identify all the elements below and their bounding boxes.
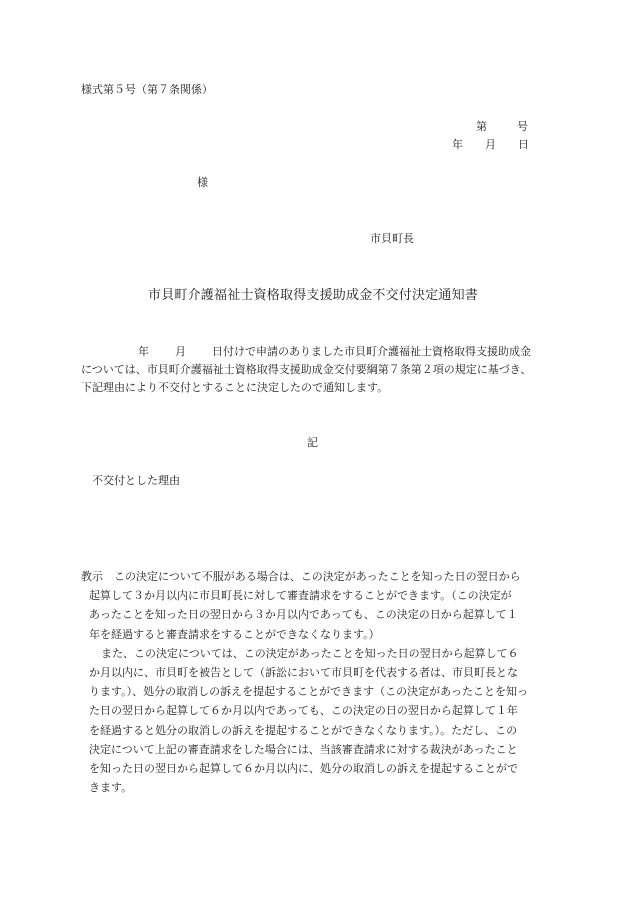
document-number [476, 121, 528, 132]
notice-line: ります。）、処分の取消しの訴えを提起することができます（この決定があったことを知っ [89, 685, 529, 699]
body-line-2: については、市貝町介護福祉士資格取得支援助成金交付要綱第７条第２項の規定に基づき、 [81, 363, 532, 376]
body-year: 年 [138, 345, 149, 358]
notice-lead: 教示 [81, 570, 103, 583]
notice-line: あったことを知った日の翌日から３か月以内であっても、この決定の日から起算して１ [89, 608, 518, 622]
notice-line: また、この決定については、この決定があったことを知った日の翌日から起算して６ [101, 646, 519, 660]
document-number-suffix: 号 [517, 120, 528, 133]
notice-line: 年を経過すると審査請求をすることができなくなります。） [89, 627, 380, 641]
notice-line: か月以内に、市貝町を被告として（訴訟において市貝町を代表する者は、市貝町長とな [89, 665, 518, 679]
notice-line: きます。 [89, 781, 133, 795]
notice-line-text: この決定について不服がある場合は、この決定があったことを知った日の翌日から [114, 570, 521, 583]
sender: 市貝町長 [370, 232, 414, 245]
notice-line: を知った日の翌日から起算して６か月以内に、処分の取消しの訴えを提起することがで [89, 761, 518, 775]
body-line-1-text: 日付けで申請のありました市貝町介護福祉士資格取得支援助成金 [212, 345, 531, 358]
date-year: 年 [452, 138, 463, 151]
document-date [452, 139, 529, 150]
form-number: 様式第５号（第７条関係） [81, 83, 213, 96]
body-text [81, 343, 551, 397]
body-line-3: 下記理由により不交付とすることに決定したので通知します。 [81, 381, 389, 394]
date-month: 月 [485, 138, 496, 151]
notice-line: た日の翌日から起算して６か月以内であっても、この決定の日の翌日から起算して１年 [89, 704, 518, 718]
reason-label: 不交付とした理由 [92, 474, 180, 487]
body-line-1 [81, 343, 551, 361]
notice-line: 決定について上記の審査請求をした場合には、当該審査請求に対する裁決があったこと [89, 742, 518, 756]
document-number-prefix: 第 [476, 120, 487, 133]
date-day: 日 [518, 138, 529, 151]
document-title: 市貝町介護福祉士資格取得支援助成金不交付決定通知書 [148, 288, 479, 303]
body-month: 月 [175, 345, 186, 358]
ki-label: 記 [307, 436, 318, 449]
notice-line [81, 567, 551, 586]
addressee: 様 [197, 176, 208, 189]
appeal-notice [81, 567, 551, 797]
notice-line: を経過すると処分の取消しの訴えを提起することができなくなります。）。ただし、この [89, 723, 518, 737]
notice-line: 起算して３か月以内に市貝町長に対して審査請求をすることができます。（この決定が [89, 589, 512, 603]
